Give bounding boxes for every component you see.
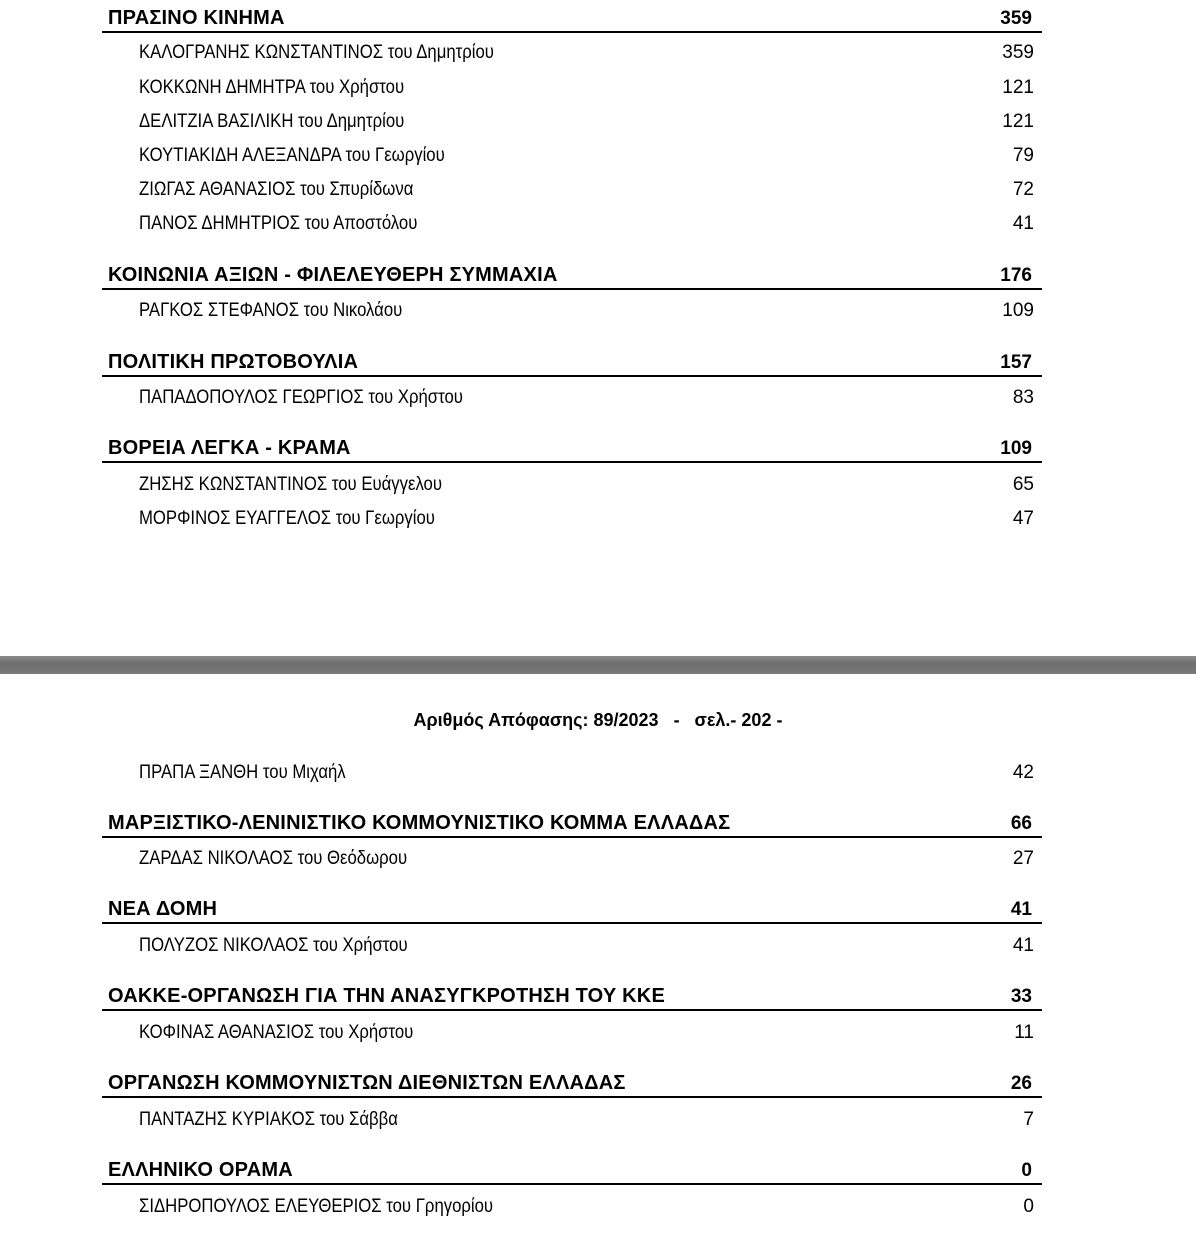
candidate-votes: 42 [1012,762,1034,783]
party-total-votes: 109 [1000,438,1032,459]
candidate-name: ΠΑΠΑΔΟΠΟΥΛΟΣ ΓΕΩΡΓΙΟΣ του Χρήστου [139,387,463,408]
candidate-votes: 7 [1023,1109,1034,1130]
party-total-votes: 0 [1021,1160,1032,1181]
candidate-row [102,73,1042,103]
candidate-name: ΚΟΦΙΝΑΣ ΑΘΑΝΑΣΙΟΣ του Χρήστου [139,1022,414,1043]
candidate-row [102,107,1042,137]
candidate-name: ΖΑΡΔΑΣ ΝΙΚΟΛΑΟΣ του Θεόδωρου [139,848,408,869]
candidate-row [102,296,1042,326]
party-total-votes: 359 [1000,8,1032,29]
candidate-votes: 121 [1002,111,1034,132]
candidate-votes: 41 [1012,935,1034,956]
candidate-row [102,758,1042,788]
candidate-votes: 65 [1012,474,1034,495]
candidate-votes: 121 [1002,77,1034,98]
candidate-votes: 27 [1012,848,1034,869]
party-name: ΒΟΡΕΙΑ ΛΕΓΚΑ - ΚΡΑΜΑ [108,437,351,459]
candidate-name: ΠΟΛΥΖΟΣ ΝΙΚΟΛΑΟΣ του Χρήστου [139,935,408,956]
party-total-votes: 26 [1010,1073,1032,1094]
party-total-votes: 157 [1000,352,1032,373]
candidate-votes: 41 [1012,213,1034,234]
candidate-row [102,209,1042,239]
party-name: ΟΑΚΚΕ-ΟΡΓΑΝΩΣΗ ΓΙΑ ΤΗΝ ΑΝΑΣΥΓΚΡΟΤΗΣΗ ΤΟΥ ΚΚΕ [108,985,665,1007]
party-row [102,3,1042,33]
candidate-votes: 359 [1002,42,1034,63]
candidate-row [102,38,1042,68]
candidate-name: ΖΙΩΓΑΣ ΑΘΑΝΑΣΙΟΣ του Σπυρίδωνα [139,179,414,200]
candidate-name: ΠΑΝΟΣ ΔΗΜΗΤΡΙΟΣ του Αποστόλου [139,213,418,234]
candidate-votes: 72 [1012,179,1034,200]
party-total-votes: 33 [1010,986,1032,1007]
candidate-name: ΠΡΑΠΑ ΞΑΝΘΗ του Μιχαήλ [139,762,346,783]
party-name: ΝΕΑ ΔΟΜΗ [108,898,218,920]
party-name: ΕΛΛΗΝΙΚΟ ΟΡΑΜΑ [108,1159,293,1181]
candidate-row [102,141,1042,171]
party-total-votes: 66 [1010,813,1032,834]
candidate-name: ΜΟΡΦΙΝΟΣ ΕΥΑΓΓΕΛΟΣ του Γεωργίου [139,508,435,529]
candidate-votes: 47 [1012,508,1034,529]
candidate-row [102,931,1042,961]
party-name: ΟΡΓΑΝΩΣΗ ΚΟΜΜΟΥΝΙΣΤΩΝ ΔΙΕΘΝΙΣΤΩΝ ΕΛΛΑΔΑΣ [108,1072,626,1094]
candidate-votes: 109 [1002,300,1034,321]
candidate-name: ΔΕΛΙΤΖΙΑ ΒΑΣΙΛΙΚΗ του Δημητρίου [139,111,405,132]
candidate-name: ΚΟΚΚΩΝΗ ΔΗΜΗΤΡΑ του Χρήστου [139,77,405,98]
candidate-votes: 79 [1012,145,1034,166]
page-header: Αριθμός Απόφασης: 89/2023 - σελ.- 202 - [413,710,783,730]
candidate-row [102,470,1042,500]
candidate-name: ΚΟΥΤΙΑΚΙΔΗ ΑΛΕΞΑΝΔΡΑ του Γεωργίου [139,145,445,166]
candidate-row [102,383,1042,413]
candidate-name: ΡΑΓΚΟΣ ΣΤΕΦΑΝΟΣ του Νικολάου [139,300,403,321]
party-row [102,808,1042,838]
party-row [102,981,1042,1011]
party-total-votes: 176 [1000,265,1032,286]
party-name: ΜΑΡΞΙΣΤΙΚΟ-ΛΕΝΙΝΙΣΤΙΚΟ ΚΟΜΜΟΥΝΙΣΤΙΚΟ ΚΟΜΜΑ ΕΛΛΑΔΑΣ [108,812,731,834]
document-page-bottom [0,674,1196,1246]
candidate-name: ΚΑΛΟΓΡΑΝΗΣ ΚΩΝΣΤΑΝΤΙΝΟΣ του Δημητρίου [139,42,494,63]
candidate-row [102,1018,1042,1048]
party-row [102,1155,1042,1185]
party-name: ΠΡΑΣΙΝΟ ΚΙΝΗΜΑ [108,7,285,29]
party-row [102,1068,1042,1098]
candidate-votes: 83 [1012,387,1034,408]
candidate-row [102,844,1042,874]
candidate-votes: 11 [1014,1022,1034,1043]
candidate-row [102,1192,1042,1222]
party-name: ΠΟΛΙΤΙΚΗ ΠΡΩΤΟΒΟΥΛΙΑ [108,351,359,373]
candidate-row [102,1105,1042,1135]
party-total-votes: 41 [1010,899,1032,920]
candidate-name: ΣΙΔΗΡΟΠΟΥΛΟΣ ΕΛΕΥΘΕΡΙΟΣ του Γρηγορίου [139,1196,494,1217]
party-row [102,433,1042,463]
page-separator [0,656,1196,674]
party-row [102,347,1042,377]
party-name: ΚΟΙΝΩΝΙΑ ΑΞΙΩΝ - ΦΙΛΕΛΕΥΘΕΡΗ ΣΥΜΜΑΧΙΑ [108,264,558,286]
candidate-row [102,504,1042,534]
candidate-row [102,175,1042,205]
candidate-name: ΖΗΣΗΣ ΚΩΝΣΤΑΝΤΙΝΟΣ του Ευάγγελου [139,474,443,495]
party-row [102,894,1042,924]
party-row [102,260,1042,290]
candidate-name: ΠΑΝΤΑΖΗΣ ΚΥΡΙΑΚΟΣ του Σάββα [139,1109,398,1130]
candidate-votes: 0 [1023,1196,1034,1217]
